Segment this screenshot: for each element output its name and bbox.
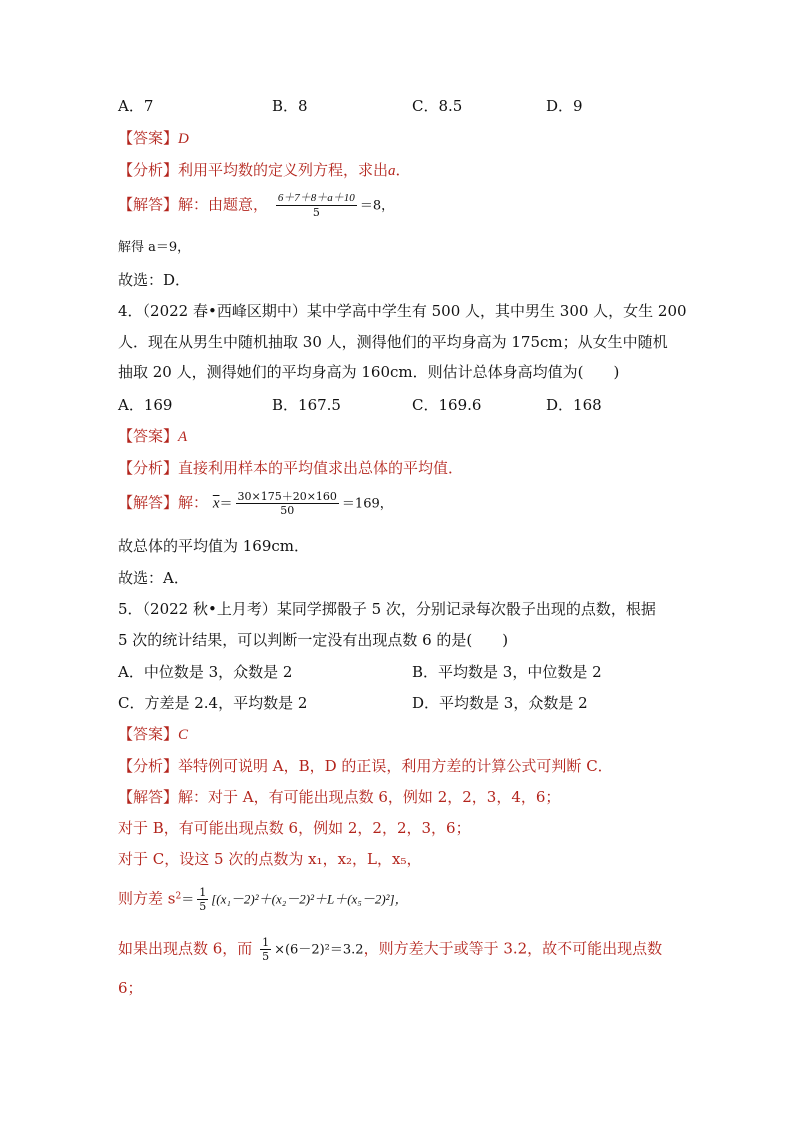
if-fraction — [260, 936, 271, 963]
if-tail: ，则方差大于或等于 3.2，故不可能出现点数 — [363, 939, 663, 958]
fraction-result: ＝8， — [359, 198, 395, 214]
q5-stem-line-1: 5．（2022 秋•上月考）某同学掷骰子 5 次，分别记录每次骰子出现的点数，根据 — [118, 600, 656, 618]
q4-option-b: B．167.5 — [272, 396, 341, 414]
fraction-numerator: 6＋7＋8＋a＋10 — [277, 192, 355, 204]
answer-value: D — [178, 131, 189, 147]
analysis-text: 直接利用样本的平均值求出总体的平均值． — [178, 459, 464, 477]
q5-option-a: A．中位数是 3，众数是 2 — [118, 663, 293, 681]
answer-tag: 【答案】 — [118, 725, 179, 743]
q4-analysis — [118, 458, 463, 478]
q3-option-b: B．8 — [272, 97, 308, 115]
fraction-result: ＝169， — [341, 496, 393, 512]
solution-tag: 【解答】 — [118, 195, 179, 214]
answer-value: A — [178, 429, 188, 445]
q5-solution — [118, 787, 560, 807]
q4-option-a: A．169 — [118, 396, 173, 414]
q5-option-b: B．平均数是 3，中位数是 2 — [412, 663, 602, 681]
q4-fraction — [236, 490, 339, 517]
q3-solve-line: 解得 a＝9， — [118, 240, 191, 255]
q3-answer — [118, 128, 189, 149]
q3-fraction — [276, 192, 357, 219]
variance-formula: [(x₁－2)²＋(x₂－2)²＋L＋(x₅－2)²]， — [211, 891, 408, 907]
q5-last-line: 6； — [118, 979, 143, 997]
analysis-text: 利用平均数的定义列方程，求出 — [178, 161, 389, 179]
q4-answer — [118, 426, 187, 447]
q3-analysis — [118, 160, 411, 181]
analysis-tag: 【分析】 — [118, 459, 179, 477]
q5-line-c: 对于 C，设这 5 次的点数为 x₁，x₂，L，x₅， — [118, 850, 422, 868]
if-formula: ×(6－2)²＝3.2 — [274, 942, 364, 958]
q4-option-d: D．168 — [546, 396, 602, 414]
variance-lead: 则方差 s — [118, 889, 176, 908]
q3-option-a: A．7 — [118, 97, 154, 115]
q3-choose-line: 故选：D． — [118, 271, 191, 289]
q5-answer — [118, 724, 188, 745]
q5-stem-line-2: 5 次的统计结果，可以判断一定没有出现点数 6 的是( ) — [118, 631, 509, 649]
q5-analysis — [118, 756, 613, 776]
q5-option-d: D．平均数是 3，众数是 2 — [412, 694, 588, 712]
q4-stem-line-2: 人．现在从男生中随机抽取 30 人，测得他们的平均身高为 175cm；从女生中随机 — [118, 333, 668, 351]
fraction-numerator: 30×175＋20×160 — [237, 490, 337, 503]
fraction-numerator: 1 — [199, 886, 207, 899]
fraction-denominator: 5 — [199, 900, 207, 913]
q4-stem-line-1: 4．（2022 春•西峰区期中）某中学高中学生有 500 人，其中男生 300 人，女生 200 — [118, 302, 687, 320]
q4-choose-line: 故选：A． — [118, 569, 189, 587]
analysis-var: a — [388, 163, 396, 179]
q5-if-line — [118, 936, 662, 963]
analysis-tag: 【分析】 — [118, 757, 179, 775]
solution-line: 解：对于 A，有可能出现点数 6，例如 2，2，3，4，6； — [178, 788, 561, 806]
mean-symbol: $\overline{x}$ — [212, 495, 220, 512]
variance-fraction — [197, 886, 208, 913]
q3-option-d: D．9 — [546, 97, 583, 115]
fraction-numerator: 1 — [262, 936, 270, 949]
fraction-denominator: 5 — [262, 950, 270, 963]
solution-tag: 【解答】 — [118, 493, 179, 512]
q4-conclusion: 故总体的平均值为 169cm． — [118, 537, 310, 555]
solution-tag: 【解答】 — [118, 788, 179, 806]
answer-value: C — [178, 727, 189, 743]
answer-tag: 【答案】 — [118, 427, 179, 445]
analysis-end: ． — [395, 161, 411, 179]
solution-lead: 解：由题意， — [178, 195, 269, 214]
q4-stem-line-3: 抽取 20 人，测得她们的平均身高为 160cm．则估计总体身高均值为( ) — [118, 363, 620, 381]
q4-option-c: C．169.6 — [412, 396, 482, 414]
q3-solution — [118, 192, 394, 219]
q4-solution: 【解答】解： $\overline{x}=$ $\frac{30\times 175+20\times 160}{50}$ ＝169， — [118, 490, 393, 517]
q5-variance: 则方差 $s^2=$ $\frac{1}{5}$ [(x₁－2)²＋(x₂－2)²＋L＋(x₅－2)²]， — [118, 886, 408, 913]
if-lead: 如果出现点数 6，而 — [118, 939, 253, 958]
q5-option-c: C．方差是 2.4，平均数是 2 — [118, 694, 308, 712]
analysis-text: 举特例可说明 A，B，D 的正误，利用方差的计算公式可判断 C． — [178, 757, 613, 775]
answer-tag: 【答案】 — [118, 129, 179, 147]
q5-line-b: 对于 B，有可能出现点数 6，例如 2，2，2，3，6； — [118, 819, 471, 837]
solution-lead: 解： — [178, 493, 209, 512]
fraction-denominator: 5 — [312, 206, 320, 219]
fraction-denominator: 50 — [280, 504, 295, 517]
analysis-tag: 【分析】 — [118, 161, 179, 179]
q3-option-c: C．8.5 — [412, 97, 463, 115]
